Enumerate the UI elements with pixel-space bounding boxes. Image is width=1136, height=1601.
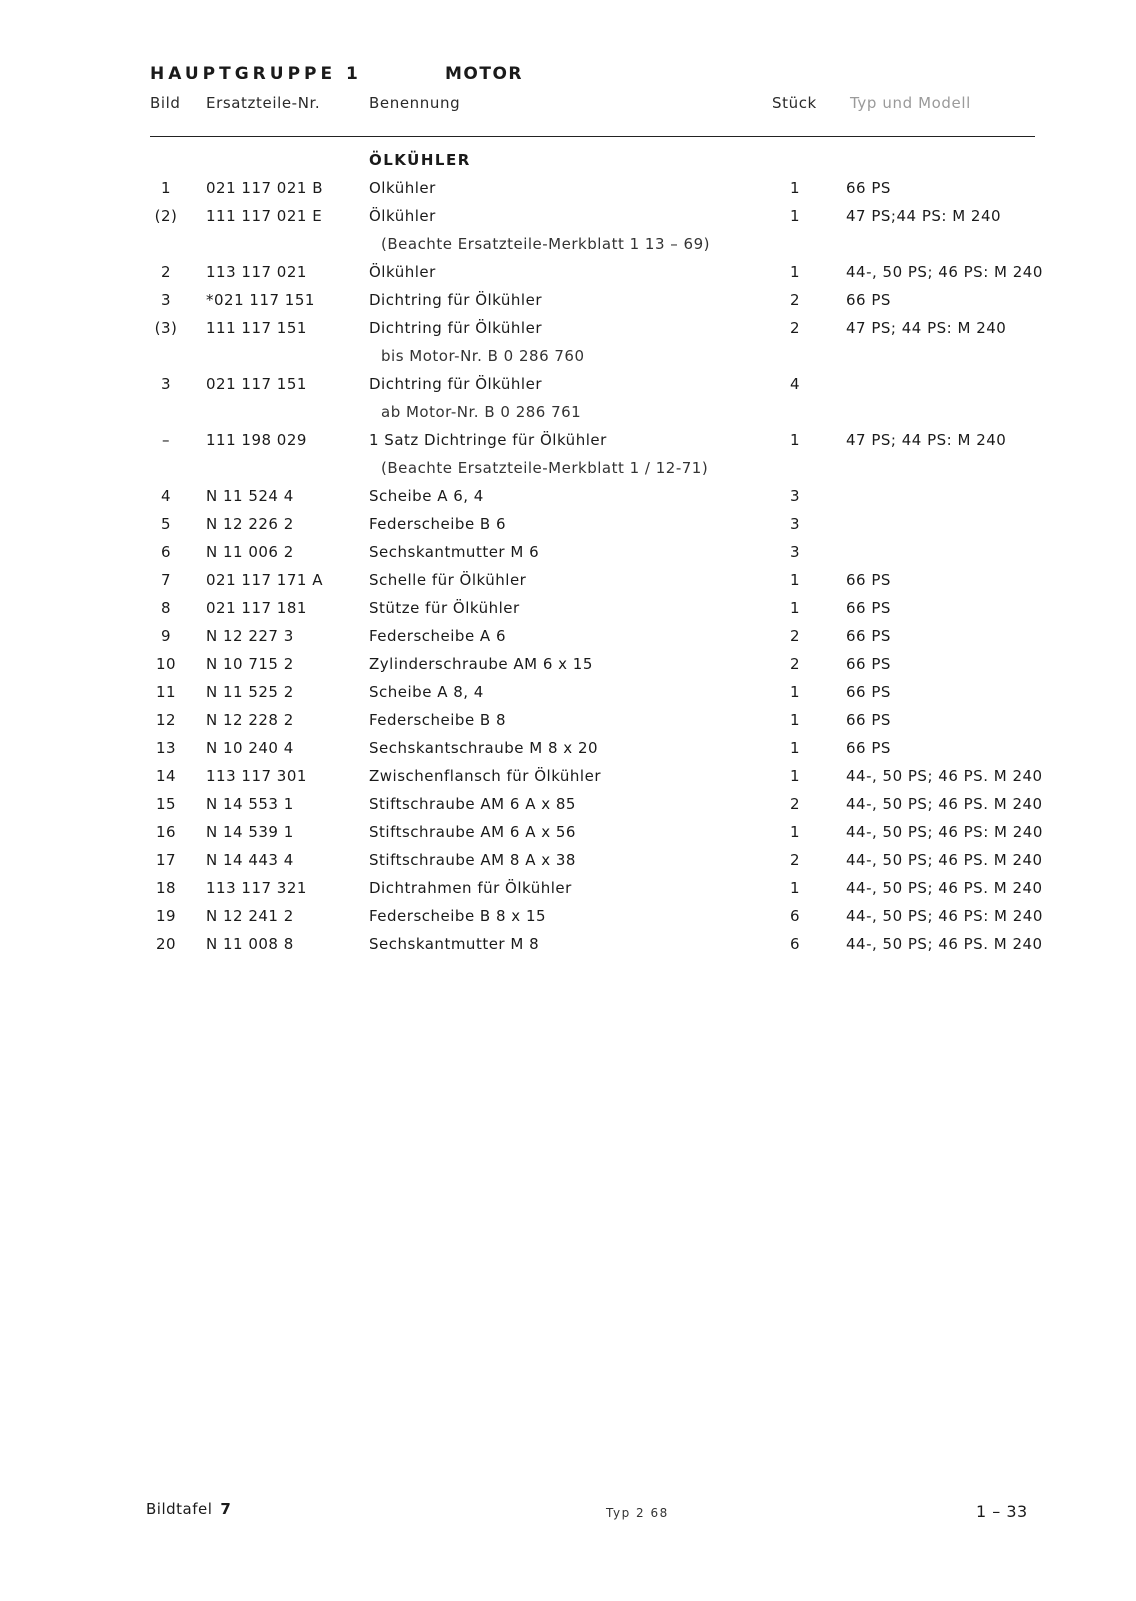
row-name: Dichtring für Ölkühler: [369, 291, 542, 309]
row-bild: (2): [154, 207, 178, 225]
row-quantity: 2: [789, 627, 801, 645]
column-header-bild: Bild: [150, 94, 181, 112]
row-type-model: 44-, 50 PS; 46 PS. M 240: [846, 795, 1043, 813]
row-type-model: 66 PS: [846, 599, 891, 617]
table-row: [0, 203, 1136, 231]
table-row: [0, 511, 1136, 539]
table-row: [0, 931, 1136, 959]
row-name: Federscheibe B 8 x 15: [369, 907, 547, 925]
row-bild: –: [162, 431, 170, 449]
row-type-model: 66 PS: [846, 571, 891, 589]
row-quantity: 3: [789, 543, 801, 561]
table-row: [0, 595, 1136, 623]
row-bild: 16: [155, 823, 177, 841]
row-type-model: 66 PS: [846, 291, 891, 309]
row-part-number: N 11 008 8: [206, 935, 294, 953]
row-name: Stiftschraube AM 6 A x 85: [369, 795, 576, 813]
row-part-number: 111 117 021 E: [206, 207, 323, 225]
row-part-number: N 10 715 2: [206, 655, 294, 673]
table-row: [0, 427, 1136, 455]
row-quantity: 1: [789, 431, 801, 449]
row-name: Ölkühler: [369, 263, 436, 281]
row-part-number: N 14 539 1: [206, 823, 294, 841]
row-type-model: 66 PS: [846, 683, 891, 701]
table-row: [0, 259, 1136, 287]
row-name: Stiftschraube AM 6 A x 56: [369, 823, 576, 841]
row-bild: 4: [160, 487, 172, 505]
column-header-type-model: Typ und Modell: [850, 94, 971, 112]
table-note-row: [0, 455, 1136, 483]
row-name: Federscheibe B 6: [369, 515, 507, 533]
row-part-number: 021 117 151: [206, 375, 307, 393]
row-type-model: 66 PS: [846, 627, 891, 645]
main-group-title: MOTOR: [445, 64, 524, 84]
row-note: (Beachte Ersatzteile-Merkblatt 1 13 – 69): [381, 235, 710, 253]
row-type-model: 66 PS: [846, 179, 891, 197]
row-quantity: 1: [789, 767, 801, 785]
table-row: [0, 819, 1136, 847]
row-part-number: N 14 553 1: [206, 795, 294, 813]
row-quantity: 6: [789, 935, 801, 953]
row-type-model: 66 PS: [846, 655, 891, 673]
table-row: [0, 287, 1136, 315]
table-note-row: [0, 231, 1136, 259]
row-type-model: 47 PS; 44 PS: M 240: [846, 431, 1007, 449]
header-divider: [150, 136, 1035, 137]
table-row: [0, 539, 1136, 567]
row-type-model: 44-, 50 PS; 46 PS. M 240: [846, 767, 1043, 785]
row-quantity: 2: [789, 655, 801, 673]
row-bild: 18: [155, 879, 177, 897]
parts-table: [0, 175, 1136, 959]
row-name: Sechskantmutter M 6: [369, 543, 540, 561]
column-header-part-number: Ersatzteile-Nr.: [206, 94, 321, 112]
row-name: 1 Satz Dichtringe für Ölkühler: [369, 431, 607, 449]
row-name: Sechskantschraube M 8 x 20: [369, 739, 599, 757]
row-bild: 15: [155, 795, 177, 813]
row-name: Stiftschraube AM 8 A x 38: [369, 851, 576, 869]
column-header-name: Benennung: [369, 94, 461, 112]
row-quantity: 1: [789, 263, 801, 281]
row-bild: 2: [160, 263, 172, 281]
row-part-number: *021 117 151: [206, 291, 315, 309]
row-quantity: 2: [789, 795, 801, 813]
section-title: ÖLKÜHLER: [369, 151, 471, 169]
table-row: [0, 483, 1136, 511]
row-bild: 12: [155, 711, 177, 729]
row-part-number: N 12 241 2: [206, 907, 294, 925]
row-note: (Beachte Ersatzteile-Merkblatt 1 / 12-71): [381, 459, 709, 477]
row-part-number: 021 117 171 A: [206, 571, 323, 589]
table-row: [0, 763, 1136, 791]
row-name: Schelle für Ölkühler: [369, 571, 527, 589]
row-type-model: 44-, 50 PS; 46 PS. M 240: [846, 935, 1043, 953]
row-type-model: 66 PS: [846, 739, 891, 757]
row-bild: 6: [160, 543, 172, 561]
row-bild: 5: [160, 515, 172, 533]
plate-reference: [146, 1500, 231, 1518]
row-type-model: 47 PS;44 PS: M 240: [846, 207, 1002, 225]
row-bild: 1: [160, 179, 172, 197]
row-name: Zwischenflansch für Ölkühler: [369, 767, 601, 785]
row-part-number: 021 117 181: [206, 599, 307, 617]
table-note-row: [0, 399, 1136, 427]
row-bild: 8: [160, 599, 172, 617]
row-quantity: 1: [789, 683, 801, 701]
row-part-number: N 12 226 2: [206, 515, 294, 533]
table-row: [0, 651, 1136, 679]
row-bild: 9: [160, 627, 172, 645]
row-part-number: 111 198 029: [206, 431, 307, 449]
row-quantity: 1: [789, 179, 801, 197]
row-quantity: 4: [789, 375, 801, 393]
row-name: Stütze für Ölkühler: [369, 599, 520, 617]
row-part-number: 021 117 021 B: [206, 179, 323, 197]
row-part-number: N 11 006 2: [206, 543, 294, 561]
plate-number: 7: [220, 1500, 232, 1518]
row-bild: 14: [155, 767, 177, 785]
table-row: [0, 875, 1136, 903]
row-bild: 7: [160, 571, 172, 589]
row-name: Dichtring für Ölkühler: [369, 375, 542, 393]
row-bild: 11: [155, 683, 177, 701]
row-part-number: N 10 240 4: [206, 739, 294, 757]
row-quantity: 1: [789, 571, 801, 589]
table-row: [0, 791, 1136, 819]
row-part-number: 113 117 021: [206, 263, 307, 281]
column-header-quantity: Stück: [772, 94, 817, 112]
row-type-model: 47 PS; 44 PS: M 240: [846, 319, 1007, 337]
row-name: Dichtring für Ölkühler: [369, 319, 542, 337]
row-note: bis Motor-Nr. B 0 286 760: [381, 347, 585, 365]
row-name: Scheibe A 8, 4: [369, 683, 484, 701]
row-part-number: 113 117 321: [206, 879, 307, 897]
plate-label: Bildtafel: [146, 1500, 213, 1518]
row-bild: (3): [154, 319, 178, 337]
row-note: ab Motor-Nr. B 0 286 761: [381, 403, 582, 421]
row-bild: 20: [155, 935, 177, 953]
table-note-row: [0, 343, 1136, 371]
row-bild: 17: [155, 851, 177, 869]
row-type-model: 44-, 50 PS; 46 PS: M 240: [846, 263, 1043, 281]
row-type-model: 44-, 50 PS; 46 PS. M 240: [846, 879, 1043, 897]
row-bild: 13: [155, 739, 177, 757]
row-bild: 3: [160, 291, 172, 309]
row-name: Federscheibe B 8: [369, 711, 507, 729]
row-quantity: 1: [789, 739, 801, 757]
row-name: Federscheibe A 6: [369, 627, 507, 645]
table-row: [0, 707, 1136, 735]
row-quantity: 1: [789, 207, 801, 225]
row-quantity: 1: [789, 599, 801, 617]
table-row: [0, 623, 1136, 651]
row-quantity: 3: [789, 487, 801, 505]
row-quantity: 2: [789, 851, 801, 869]
row-part-number: N 11 524 4: [206, 487, 294, 505]
row-bild: 3: [160, 375, 172, 393]
row-name: Scheibe A 6, 4: [369, 487, 484, 505]
row-quantity: 1: [789, 711, 801, 729]
row-part-number: N 12 228 2: [206, 711, 294, 729]
row-quantity: 2: [789, 291, 801, 309]
row-name: Dichtrahmen für Ölkühler: [369, 879, 572, 897]
table-row: [0, 567, 1136, 595]
table-row: [0, 903, 1136, 931]
row-part-number: N 11 525 2: [206, 683, 294, 701]
row-name: Olkühler: [369, 179, 436, 197]
page-number: 1 – 33: [976, 1502, 1028, 1521]
row-quantity: 6: [789, 907, 801, 925]
row-name: Sechskantmutter M 8: [369, 935, 540, 953]
table-row: [0, 847, 1136, 875]
row-type-model: 44-, 50 PS; 46 PS: M 240: [846, 823, 1043, 841]
row-name: Ölkühler: [369, 207, 436, 225]
table-row: [0, 735, 1136, 763]
row-part-number: 111 117 151: [206, 319, 307, 337]
row-quantity: 1: [789, 879, 801, 897]
row-type-model: 66 PS: [846, 711, 891, 729]
row-quantity: 1: [789, 823, 801, 841]
row-name: Zylinderschraube AM 6 x 15: [369, 655, 593, 673]
row-type-model: 44-, 50 PS; 46 PS: M 240: [846, 907, 1043, 925]
table-row: [0, 315, 1136, 343]
row-quantity: 3: [789, 515, 801, 533]
table-row: [0, 679, 1136, 707]
row-part-number: 113 117 301: [206, 767, 307, 785]
main-group-label: HAUPTGRUPPE 1: [150, 64, 362, 84]
row-part-number: N 12 227 3: [206, 627, 294, 645]
type-date: Typ 2 68: [606, 1506, 669, 1520]
row-quantity: 2: [789, 319, 801, 337]
table-row: [0, 175, 1136, 203]
row-bild: 19: [155, 907, 177, 925]
row-bild: 10: [155, 655, 177, 673]
row-part-number: N 14 443 4: [206, 851, 294, 869]
table-row: [0, 371, 1136, 399]
row-type-model: 44-, 50 PS; 46 PS. M 240: [846, 851, 1043, 869]
